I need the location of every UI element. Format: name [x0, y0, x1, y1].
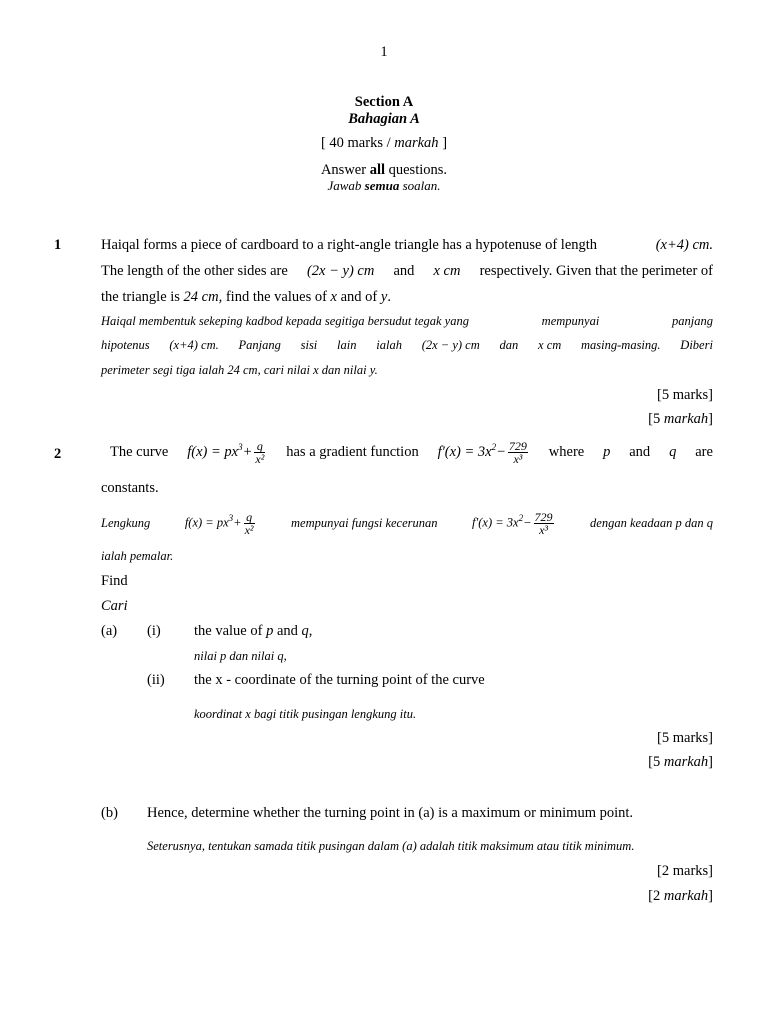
- instruction-english: Answer all questions.: [320, 162, 448, 178]
- gradient-equation-malay: $f'(x) = 3x^2-$ $\frac{729}{\text{x³}}$: [472, 509, 553, 537]
- q2-english-line-2: constants.: [101, 480, 159, 496]
- q2a-marks-malay: [5 markah]: [648, 754, 713, 770]
- q1-english-line-2: The length of the other sides are (2x − y) cm and x cm respectively. Given that the perimeter of: [101, 263, 713, 279]
- q2-malay-line-1: Lengkung $f(x) = px^3+$ $\frac{q}{\text{x²}}$ mempunyai fungsi kecerunan $f'(x) = 3x^2-$ $\frac{729}{\text{x³}}$ dengan keadaan p dan q: [101, 509, 713, 537]
- section-title-malay: Bahagian A: [348, 111, 420, 127]
- q1-english-line-1: Haiqal forms a piece of cardboard to a right-angle triangle has a hypotenuse of length (x+4) cm.: [101, 237, 713, 253]
- q2a-marks-english: [5 marks]: [657, 730, 713, 746]
- curve-equation-malay: $f(x) = px^3+$ $\frac{q}{\text{x²}}$: [184, 509, 254, 537]
- question-2-number: 2: [54, 446, 62, 462]
- sub-i-english: the value of p and q,: [194, 623, 313, 639]
- curve-equation: $f(x) = px^3+$ $\frac{q}{\text{x²}}$: [187, 438, 265, 466]
- q1-english-line-3: the triangle is 24 cm, find the values of x and of y.: [101, 289, 391, 305]
- q2-english-line-1: The curve $f(x) = px^3+$ $\frac{q}{\text{x²}}$ has a gradient function $f'(x) = 3x^2-$ $\frac{729}{\text{x³}}$ where p and q are: [110, 438, 713, 466]
- q1-malay-line-1: Haiqal membentuk sekeping kadbod kepada segitiga bersudut tegak yang mempunyai panjang: [101, 314, 713, 328]
- q2b-marks-malay: [2 markah]: [648, 888, 713, 904]
- q1-malay-line-3: perimeter segi tiga ialah 24 cm, cari nilai x dan nilai y.: [101, 363, 378, 377]
- sub-i-malay: nilai p dan nilai q,: [194, 649, 287, 663]
- q2-malay-line-2: ialah pemalar.: [101, 549, 174, 563]
- find-label-malay: Cari: [101, 598, 128, 614]
- find-label: Find: [101, 573, 128, 589]
- sub-i-label: (i): [147, 623, 161, 639]
- total-marks: [ 40 marks / markah ]: [320, 135, 448, 151]
- part-b-english: Hence, determine whether the turning point in (a) is a maximum or minimum point.: [147, 805, 634, 821]
- q2b-marks-english: [2 marks]: [657, 863, 713, 879]
- section-title: Section A: [354, 94, 414, 110]
- sub-ii-malay: koordinat x bagi titik pusingan lengkung itu.: [194, 707, 417, 721]
- question-1-number: 1: [54, 237, 62, 253]
- sub-ii-english: the x - coordinate of the turning point of the curve: [194, 672, 485, 688]
- part-b-label: (b): [101, 805, 118, 821]
- part-b-malay: Seterusnya, tentukan samada titik pusingan dalam (a) adalah titik maksimum atau titik minimum.: [147, 839, 635, 853]
- q1-marks-malay: [5 markah]: [648, 411, 713, 427]
- q1-malay-line-2: hipotenus (x+4) cm. Panjang sisi lain ialah (2x − y) cm dan x cm masing-masing. Diberi: [101, 338, 713, 352]
- gradient-equation: $f'(x) = 3x^2-$ $\frac{729}{\text{x³}}$: [437, 438, 527, 466]
- page-number: 1: [380, 44, 388, 60]
- q1-marks-english: [5 marks]: [657, 387, 713, 403]
- part-a-label: (a): [101, 623, 118, 639]
- sub-ii-label: (ii): [147, 672, 165, 688]
- instruction-malay: Jawab semua soalan.: [327, 178, 441, 193]
